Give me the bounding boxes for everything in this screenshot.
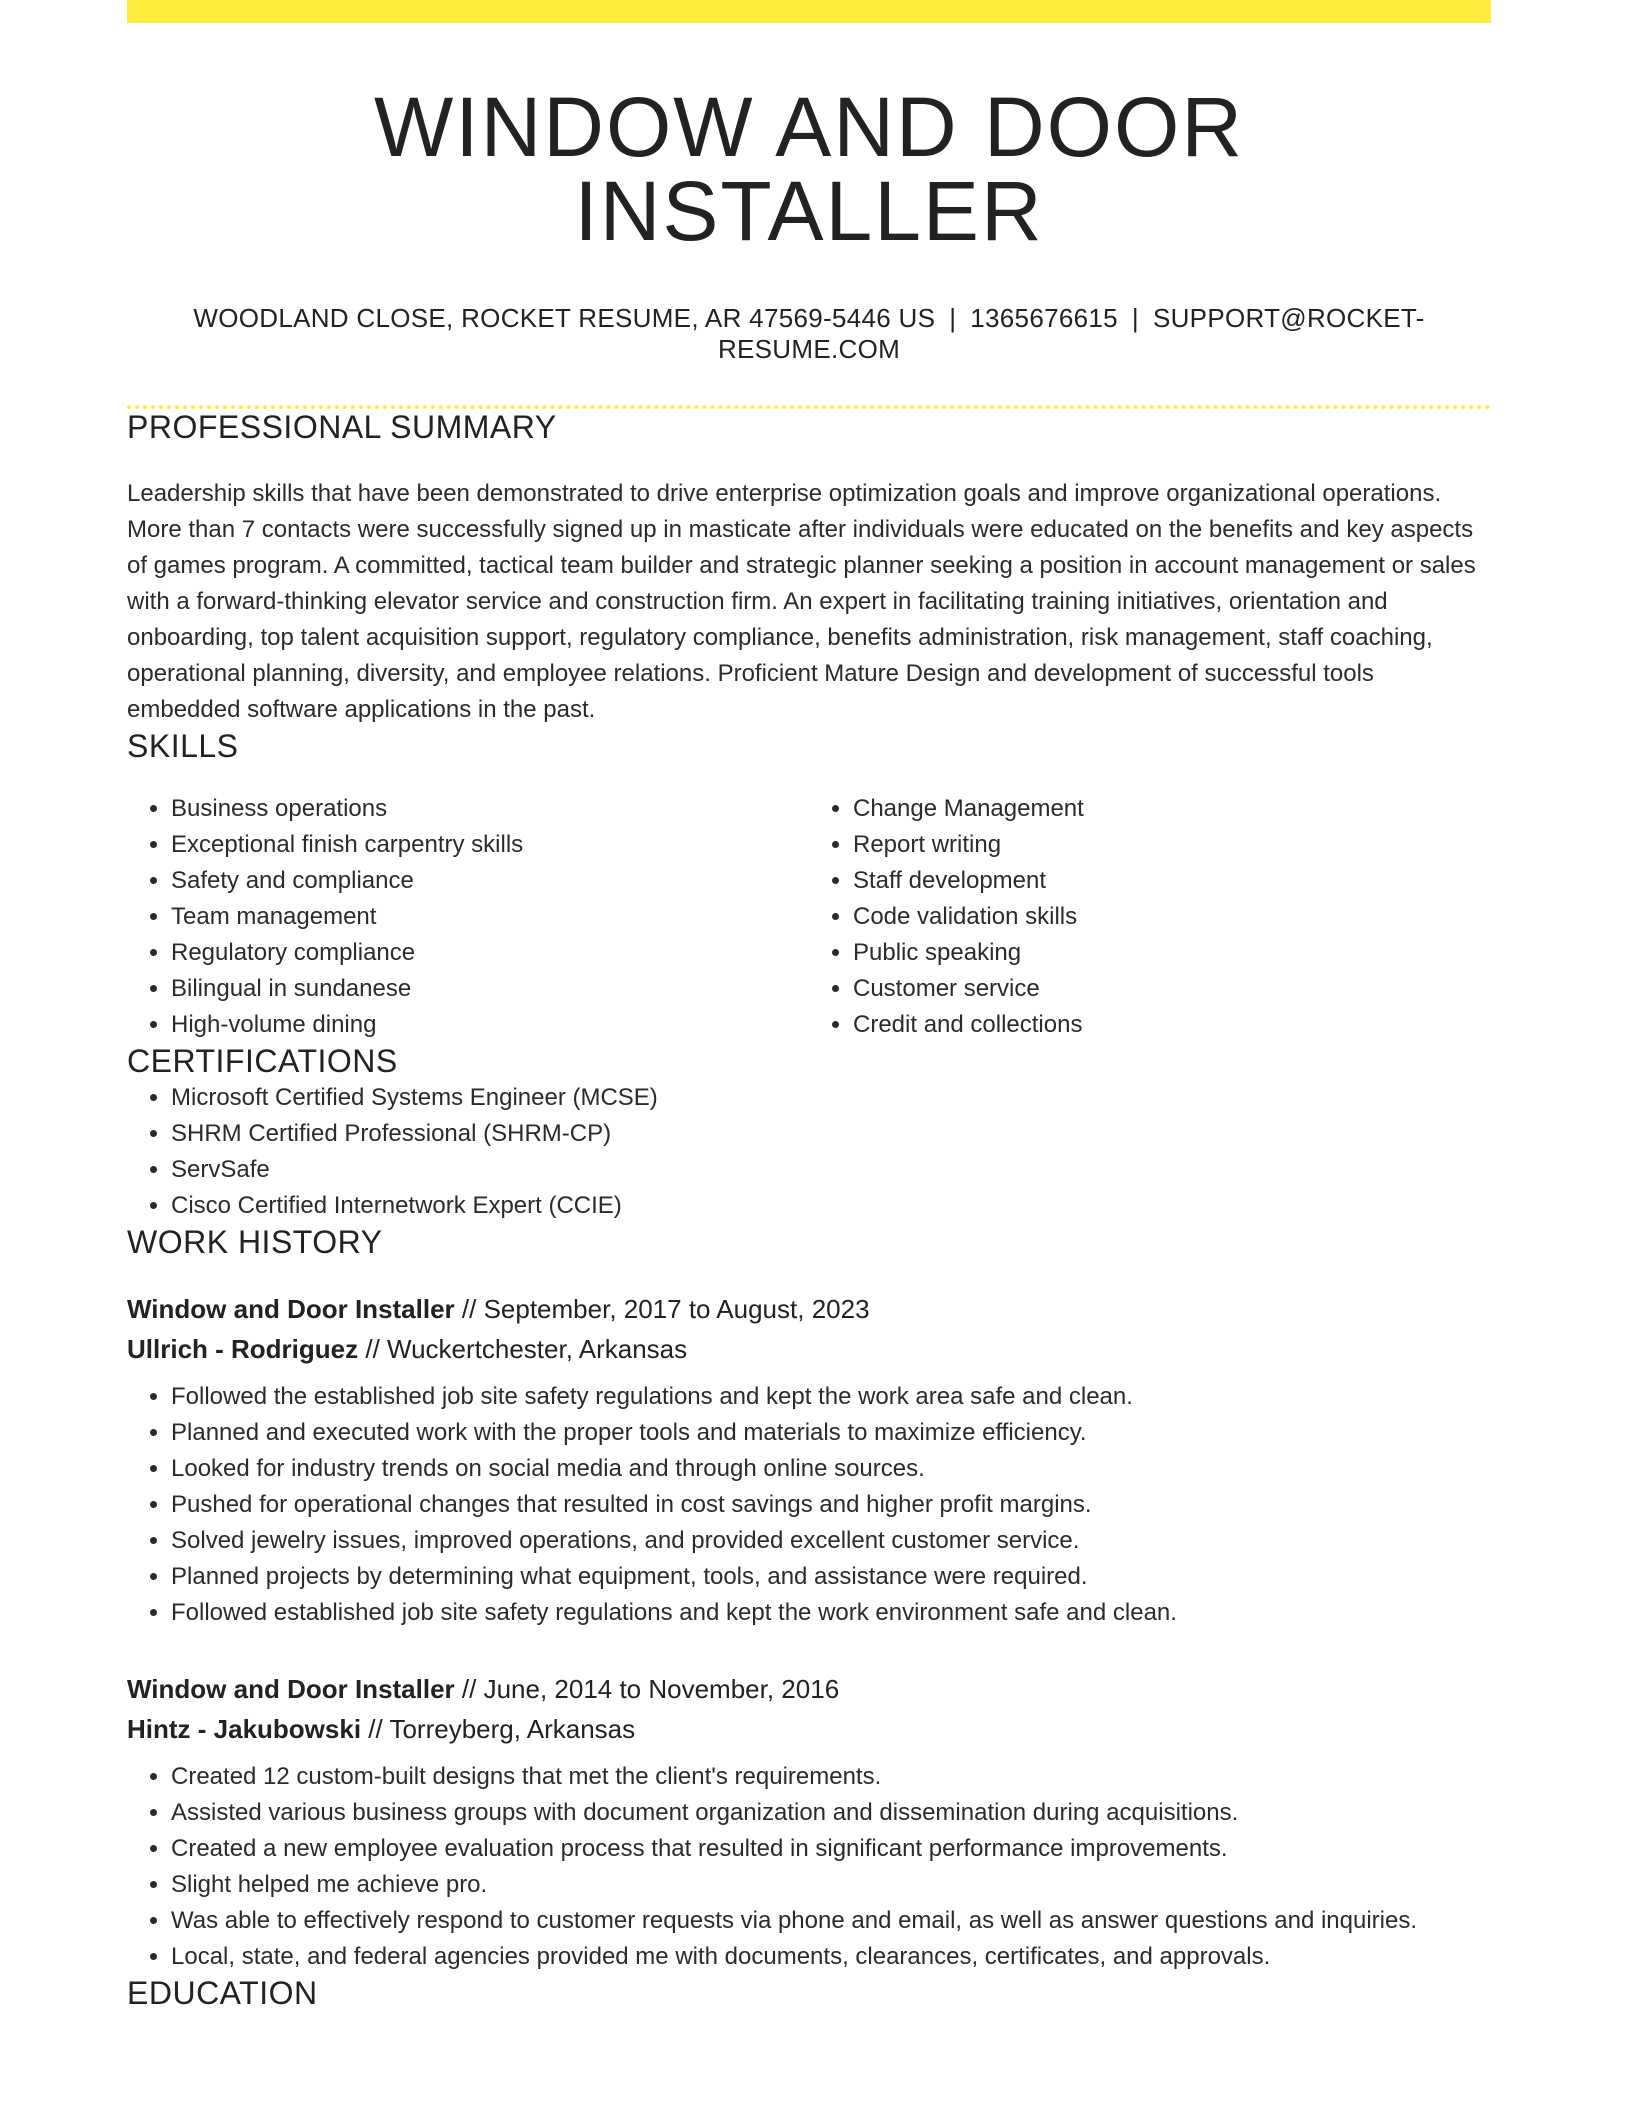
contact-separator: | bbox=[1131, 303, 1139, 333]
contact-email: SUPPORT@ROCKET-RESUME.COM bbox=[717, 303, 1425, 364]
job-bullet: • Planned projects by determining what equipment, tools, and assistance were required. bbox=[171, 1559, 1491, 1595]
job-dates: // September, 2017 to August, 2023 bbox=[454, 1294, 870, 1324]
resume-title: WINDOW AND DOOR INSTALLER bbox=[374, 80, 1244, 258]
certification-item: • SHRM Certified Professional (SHRM-CP) bbox=[171, 1116, 1491, 1152]
summary-text: Leadership skills that have been demonstrated to drive enterprise optimization goals and improve organizational operations. More than 7 contacts were successfully signed up in masticate after individuals were educated on the benefits and key aspects of games program. A committed, tactical team builder and strategic planner seeking a position in account management or sales with a forward-thinking elevator service and construction firm. An expert in facilitating training initiatives, orientation and onboarding, top talent acquisition support, regulatory compliance, benefits administration, risk management, staff coaching, operational planning, diversity, and employee relations. Proficient Mature Design and development of successful tools embedded software applications in the past. bbox=[127, 480, 1476, 723]
skill-item: • Staff development bbox=[853, 863, 1491, 899]
job-bullet: • Created 12 custom-built designs that met the client's requirements. bbox=[171, 1759, 1491, 1795]
resume-page bbox=[127, 0, 1491, 2012]
education-heading: EDUCATION bbox=[127, 1975, 318, 2011]
job-title-line bbox=[127, 1669, 1491, 1709]
job-entry bbox=[127, 1289, 1491, 1631]
job-title-line bbox=[127, 1289, 1491, 1329]
job-title: Window and Door Installer bbox=[127, 1294, 455, 1324]
job-bullet: • Pushed for operational changes that resulted in cost savings and higher profit margins. bbox=[171, 1487, 1491, 1523]
job-company-line bbox=[127, 1329, 1491, 1369]
skill-item: • Exceptional finish carpentry skills bbox=[171, 827, 809, 863]
skill-item: • Customer service bbox=[853, 971, 1491, 1007]
skill-item: • Code validation skills bbox=[853, 899, 1491, 935]
skill-item: • Change Management bbox=[853, 791, 1491, 827]
certifications-heading: CERTIFICATIONS bbox=[127, 1043, 398, 1079]
work-history-heading: WORK HISTORY bbox=[127, 1224, 383, 1260]
job-bullet: • Solved jewelry issues, improved operations, and provided excellent customer service. bbox=[171, 1523, 1491, 1559]
skill-item: • Public speaking bbox=[853, 935, 1491, 971]
job-location: // Wuckertchester, Arkansas bbox=[358, 1334, 688, 1364]
job-company-line bbox=[127, 1709, 1491, 1749]
certification-item: • Microsoft Certified Systems Engineer (MCSE) bbox=[171, 1080, 1491, 1116]
certification-item: • Cisco Certified Internetwork Expert (CCIE) bbox=[171, 1188, 1491, 1224]
job-bullet: • Was able to effectively respond to customer requests via phone and email, as well as answer questions and inquiries. bbox=[171, 1903, 1491, 1939]
skill-item: • Team management bbox=[171, 899, 809, 935]
job-bullets bbox=[127, 1379, 1491, 1631]
job-dates: // June, 2014 to November, 2016 bbox=[454, 1674, 840, 1704]
certifications-list bbox=[127, 1080, 1491, 1224]
job-company: Hintz - Jakubowski bbox=[127, 1714, 362, 1744]
skill-item: • Safety and compliance bbox=[171, 863, 809, 899]
job-bullet: • Local, state, and federal agencies provided me with documents, clearances, certificates, and approvals. bbox=[171, 1939, 1491, 1975]
skills-left-list bbox=[127, 791, 809, 1043]
summary-heading: PROFESSIONAL SUMMARY bbox=[127, 409, 557, 445]
skill-item: • Business operations bbox=[171, 791, 809, 827]
contact-phone: 1365676615 bbox=[970, 303, 1118, 333]
job-company: Ullrich - Rodriguez bbox=[127, 1334, 359, 1364]
skills-columns bbox=[127, 791, 1491, 1043]
job-bullet: • Assisted various business groups with document organization and dissemination during acquisitions. bbox=[171, 1795, 1491, 1831]
job-bullet: • Followed the established job site safety regulations and kept the work area safe and clean. bbox=[171, 1379, 1491, 1415]
skill-item: • High-volume dining bbox=[171, 1007, 809, 1043]
job-bullet: • Created a new employee evaluation process that resulted in significant performance improvements. bbox=[171, 1831, 1491, 1867]
skill-item: • Report writing bbox=[853, 827, 1491, 863]
contact-address: WOODLAND CLOSE, ROCKET RESUME, AR 47569-5446 US bbox=[193, 303, 936, 333]
contact-line bbox=[127, 303, 1491, 365]
job-bullet: • Looked for industry trends on social media and through online sources. bbox=[171, 1451, 1491, 1487]
job-location: // Torreyberg, Arkansas bbox=[361, 1714, 636, 1744]
skill-item: • Bilingual in sundanese bbox=[171, 971, 809, 1007]
accent-bar bbox=[127, 0, 1491, 23]
certification-item: • ServSafe bbox=[171, 1152, 1491, 1188]
job-bullet: • Followed established job site safety regulations and kept the work environment safe and clean. bbox=[171, 1595, 1491, 1631]
contact-separator: | bbox=[949, 303, 957, 333]
job-bullet: • Planned and executed work with the proper tools and materials to maximize efficiency. bbox=[171, 1415, 1491, 1451]
job-bullet: • Slight helped me achieve pro. bbox=[171, 1867, 1491, 1903]
skills-heading: SKILLS bbox=[127, 728, 239, 764]
skill-item: • Regulatory compliance bbox=[171, 935, 809, 971]
job-entry bbox=[127, 1669, 1491, 1975]
skills-right-list bbox=[809, 791, 1491, 1043]
skill-item: • Credit and collections bbox=[853, 1007, 1491, 1043]
job-title: Window and Door Installer bbox=[127, 1674, 455, 1704]
job-bullets bbox=[127, 1759, 1491, 1975]
